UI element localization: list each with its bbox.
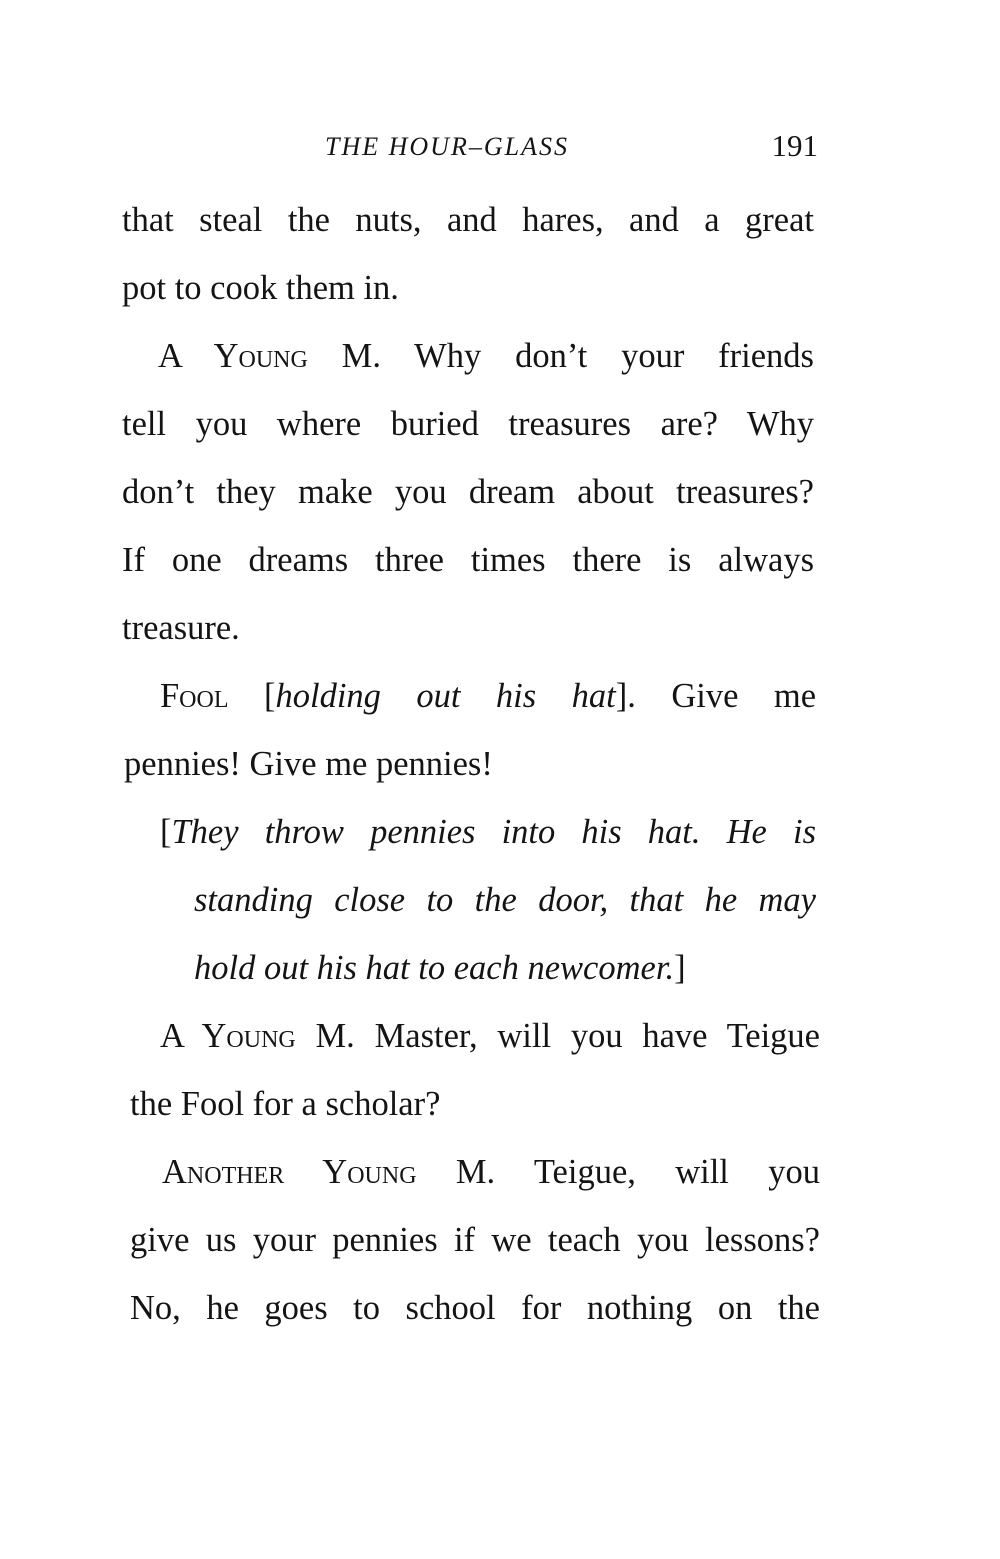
speaker-name: Another Young M. — [162, 1153, 496, 1191]
running-head — [120, 128, 820, 168]
dialogue-text: Teigue, will you — [495, 1153, 820, 1191]
dialogue-text: ] — [674, 949, 686, 987]
dialogue-text: tell you where buried treasures are? Why — [122, 405, 814, 443]
text-line — [130, 1288, 820, 1328]
speaker-name: Fool — [160, 677, 229, 715]
dialogue-text: treasure. — [122, 609, 240, 647]
text-line — [162, 1152, 820, 1192]
dialogue-text: Master, will you have Teigue — [354, 1017, 820, 1055]
dialogue-text: the Fool for a scholar? — [130, 1085, 441, 1123]
text-line — [130, 1220, 820, 1260]
dialogue-text: that steal the nuts, and hares, and a great — [122, 201, 814, 239]
text-line — [158, 336, 814, 376]
text-line — [194, 948, 686, 988]
text-line — [122, 608, 240, 648]
running-title: THE HOUR–GLASS — [325, 132, 569, 161]
text-line — [160, 1016, 820, 1056]
page-number: 191 — [771, 128, 818, 163]
speaker-name: A Young M. — [158, 337, 381, 375]
text-line — [122, 200, 814, 240]
text-line — [122, 404, 814, 444]
dialogue-text: ]. Give me — [615, 677, 817, 715]
dialogue-text: pennies! Give me pennies! — [124, 745, 493, 783]
dialogue-text: Why don’t your friends — [380, 337, 814, 375]
text-line — [160, 812, 816, 852]
text-line — [122, 268, 399, 308]
dialogue-text: [ — [160, 813, 172, 851]
stage-direction-text: standing close to the door, that he may — [194, 881, 816, 919]
dialogue-text: If one dreams three times there is always — [122, 541, 814, 579]
text-line — [122, 472, 814, 512]
stage-direction-text: hold out his hat to each newcomer. — [194, 949, 675, 987]
dialogue-text: give us your pennies if we teach you lessons? — [130, 1221, 820, 1259]
dialogue-text: don’t they make you dream about treasures? — [122, 473, 814, 511]
text-line — [124, 744, 493, 784]
text-line — [194, 880, 816, 920]
text-line — [130, 1084, 440, 1124]
dialogue-text: No, he goes to school for nothing on the — [130, 1289, 820, 1327]
stage-direction-text: holding out his hat — [275, 677, 616, 715]
stage-direction-text: They throw pennies into his hat. He is — [171, 813, 816, 851]
text-line — [160, 676, 816, 716]
dialogue-text: pot to cook them in. — [122, 269, 399, 307]
dialogue-text: [ — [228, 677, 276, 715]
text-line — [122, 540, 814, 580]
speaker-name: A Young M. — [160, 1017, 355, 1055]
